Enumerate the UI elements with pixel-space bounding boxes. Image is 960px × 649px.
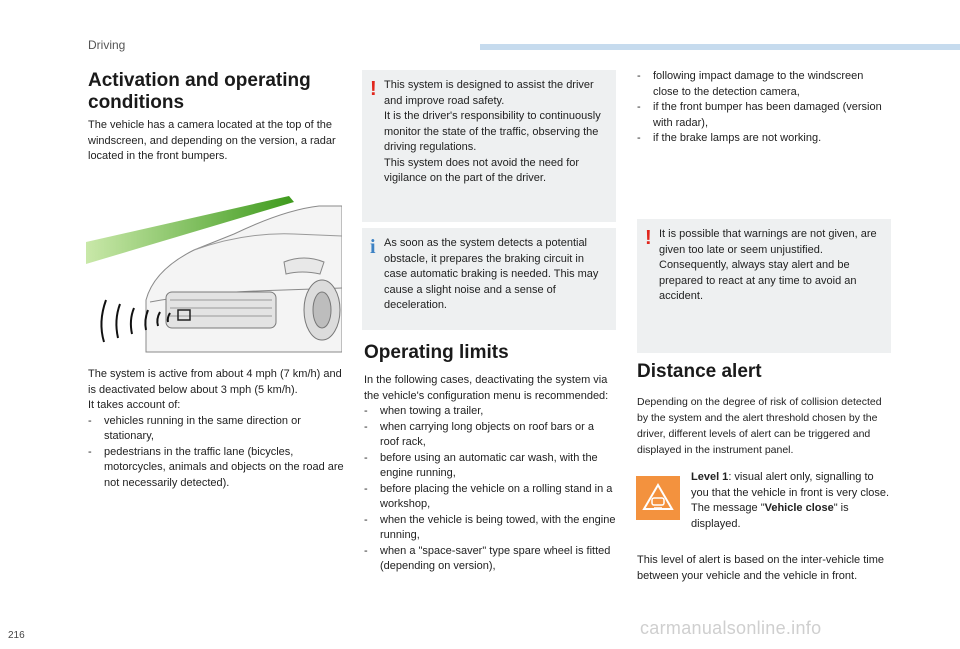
level-basis-paragraph: This level of alert is based on the inter-vehicle time between your vehicle and the vehicle in front. <box>637 554 885 582</box>
message-post: " is displayed. <box>691 502 849 530</box>
watermark: carmanualsonline.info <box>640 618 822 638</box>
page-number: 216 <box>8 630 25 641</box>
distance-alert-paragraph: Depending on the degree of risk of collision detected by the system and the alert threshold chosen by the driver, different levels of alert can be triggered and displayed in the instrument panel. <box>637 396 882 456</box>
car-illustration <box>84 192 342 354</box>
level-text: : visual alert only, signalling to you that the vehicle in front is very close. <box>691 471 890 499</box>
list-item: - following impact damage to the windscreen close to the detection camera, <box>637 69 892 100</box>
list-item: - if the front bumper has been damaged (version with radar), <box>637 100 892 131</box>
title-line-2: conditions <box>88 92 185 113</box>
collision-alert-icon <box>636 476 680 520</box>
activation-speed-text: The system is active from about 4 mph (7 km/h) and is deactivated below about 3 mph (5 km/h). <box>88 368 342 396</box>
intro-paragraph: The vehicle has a camera located at the top of the windscreen, and depending on the version, a radar located in the front bumpers. <box>88 119 336 162</box>
message-pre: The message " <box>691 502 765 514</box>
activation-paragraph <box>88 367 346 491</box>
limits-continued-list <box>637 69 892 147</box>
warning-box-alerts <box>637 219 891 353</box>
vehicle-close-badge <box>636 476 680 520</box>
message-bold: Vehicle close <box>764 502 834 514</box>
info-box-braking <box>362 228 616 330</box>
warning-icon: ! <box>645 227 652 249</box>
takes-account-text: It takes account of: <box>88 399 181 411</box>
activation-title <box>88 70 348 114</box>
warning-text: It is possible that warnings are not given, are given too late or seem unjustified. Consequently, always stay alert and be prepared to react at any time to avoid an accident. <box>659 228 877 302</box>
car-radar-icon <box>84 192 342 354</box>
distance-alert-title: Distance alert <box>637 361 762 382</box>
operating-list <box>364 404 616 575</box>
list-item: - vehicles running in the same direction or stationary, <box>88 414 346 445</box>
operating-limits-title: Operating limits <box>364 342 509 363</box>
operating-limits-body <box>364 373 616 575</box>
level-1-description <box>691 470 891 532</box>
info-icon: i <box>370 236 376 258</box>
warning-line: This system does not avoid the need for vigilance on the part of the driver. <box>384 156 580 184</box>
warning-icon: ! <box>370 78 377 100</box>
section-label: Driving <box>88 38 126 52</box>
list-item: - pedestrians in the traffic lane (bicycles, motorcycles, animals and objects on the road are not necessarily detected). <box>88 445 346 492</box>
account-list <box>88 414 346 492</box>
level-label: Level 1 <box>691 471 729 483</box>
list-item: - when towing a trailer, <box>364 404 616 420</box>
list-item: - when carrying long objects on roof bars or a roof rack, <box>364 420 616 451</box>
info-text: As soon as the system detects a potential obstacle, it prepares the braking circuit in case automatic braking is needed. This may cause a slight noise and a sense of deceleration. <box>384 237 599 311</box>
warning-line: It is the driver's responsibility to continuously monitor the state of the traffic, observing the driving regulations. <box>384 110 601 153</box>
warning-line: This system is designed to assist the driver and improve road safety. <box>384 79 594 107</box>
limits-continued <box>637 69 892 147</box>
title-line-1: Activation and operating <box>88 70 311 91</box>
list-item: - before using an automatic car wash, with the engine running, <box>364 451 616 482</box>
operating-intro: In the following cases, deactivating the system via the vehicle's configuration menu is recommended: <box>364 374 609 402</box>
list-item: - if the brake lamps are not working. <box>637 131 892 147</box>
list-item: - when the vehicle is being towed, with the engine running, <box>364 513 616 544</box>
header-bar <box>480 44 960 50</box>
list-item: - before placing the vehicle on a rolling stand in a workshop, <box>364 482 616 513</box>
list-item: - when a "space-saver" type spare wheel is fitted (depending on version), <box>364 544 616 575</box>
warning-box-safety <box>362 70 616 222</box>
